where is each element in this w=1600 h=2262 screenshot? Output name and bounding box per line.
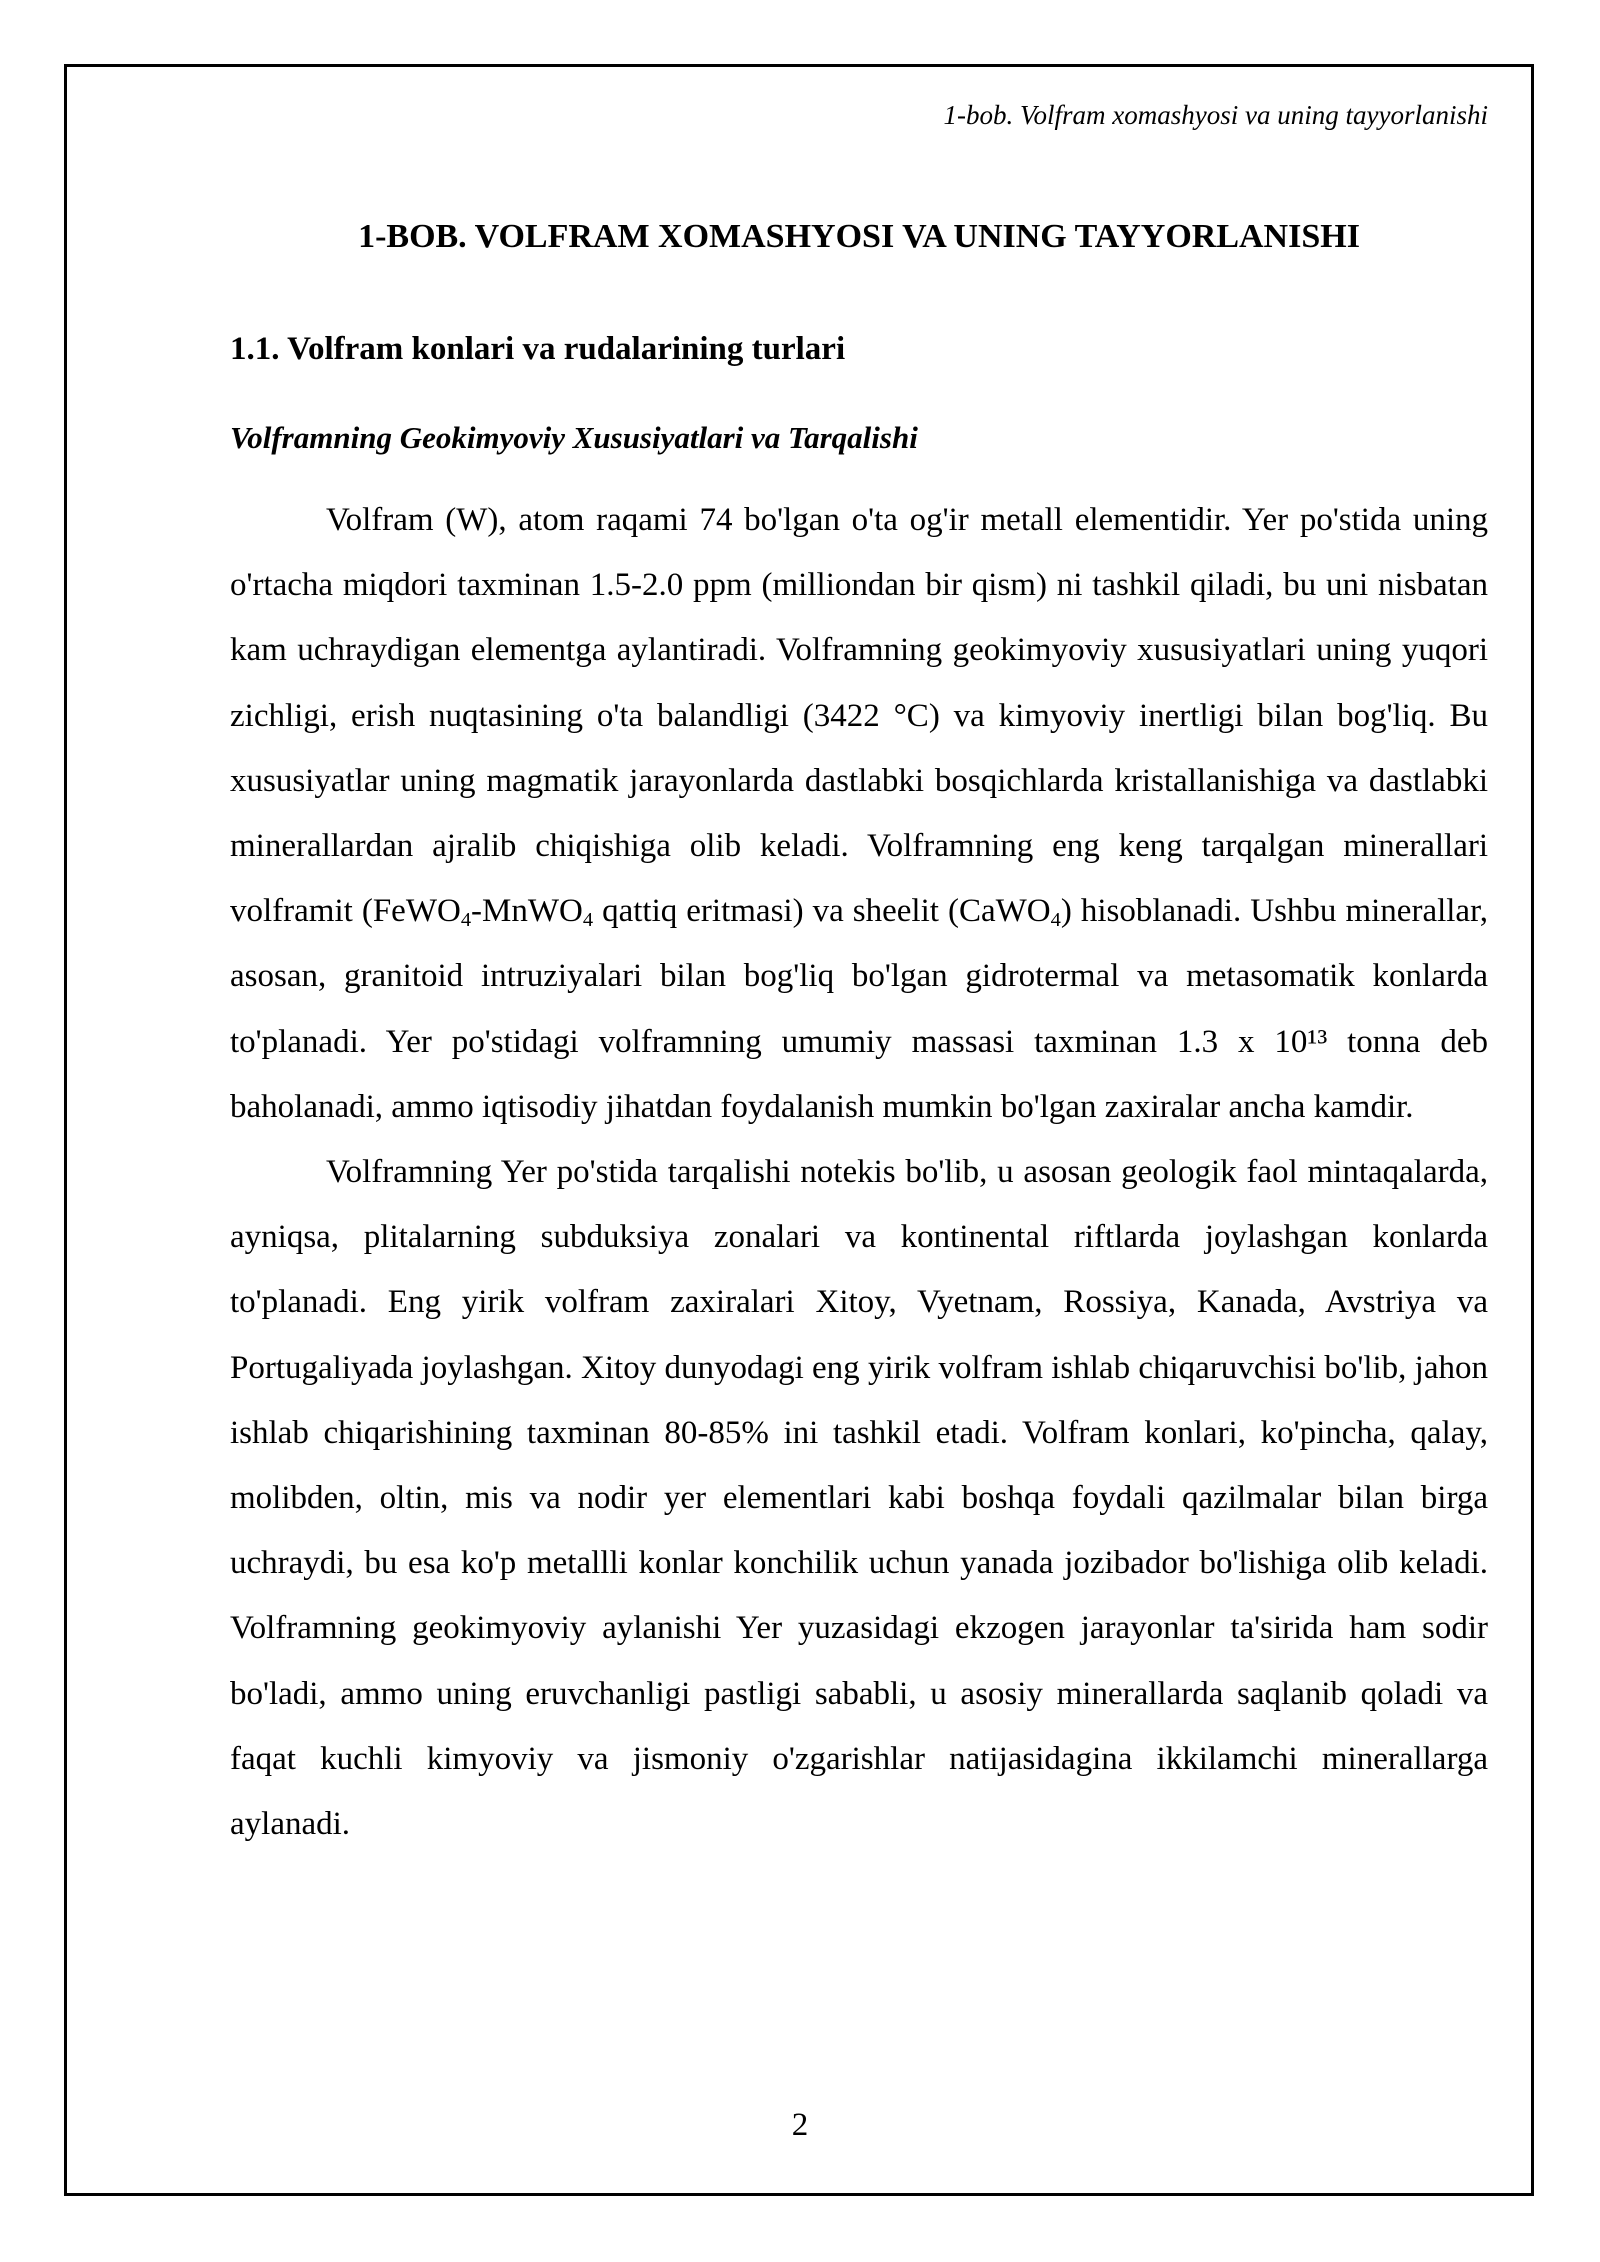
- paragraph-1-part-3: qattiq eritmasi) va sheelit (CaWO: [593, 893, 1051, 930]
- subscript-3: 4: [1050, 909, 1061, 932]
- paragraph-2: Volframning Yer po'stida tarqalishi notekis bo'lib, u asosan geologik faol mintaqalarda, ayniqsa, plitalarning subduksiya zonalari va kontinental riftlarda joylashgan konlarda to'planadi. Eng yirik volfram zaxiralari Xitoy, Vyetnam, Rossiya, Kanada, Avstriya va Portugaliyada joylashgan. Xitoy dunyodagi eng yirik volfram ishlab chiqaruvchisi bo'lib, jahon ishlab chiqarishining taxminan 80-85% ini tashkil etadi. Volfram konlari, ko'pincha, qalay, molibden, oltin, mis va nodir yer elementlari kabi boshqa foydali qazilmalar bilan birga uchraydi, bu esa ko'p metallli konlar konchilik uchun yanada jozibador bo'lishiga olib keladi. Volframning geokimyoviy aylanishi Yer yuzasidagi ekzogen jarayonlar ta'sirida ham sodir bo'ladi, ammo uning eruvchanligi pastligi sababli, u asosiy minerallarda saqlanib qoladi va faqat kuchli kimyoviy va jismoniy o'zgarishlar natijasidagina ikkilamchi minerallarga aylanadi.: [230, 1154, 1488, 1843]
- running-header: 1-bob. Volfram xomashyosi va uning tayyorlanishi: [943, 100, 1488, 130]
- subscript-2: 4: [582, 909, 594, 932]
- chapter-title: 1-BOB. VOLFRAM XOMASHYOSI VA UNING TAYYORLANISHI: [358, 218, 1360, 255]
- section-title: 1.1. Volfram konlari va rudalarining turlari: [230, 331, 846, 367]
- subscript-1: 4: [460, 909, 472, 932]
- subsection-title: Volframning Geokimyoviy Xususiyatlari va Tarqalishi: [230, 420, 918, 455]
- body-text: [230, 488, 1488, 1857]
- paragraph-1-part-2: -MnWO: [471, 893, 583, 930]
- paragraph-1-part-1: Volfram (W), atom raqami 74 bo'lgan o'ta og'ir metall elementidir. Yer po'stida uning o'rtacha miqdori taxminan 1.5-2.0 ppm (milliondan bir qism) ni tashkil qiladi, bu uni nisbatan kam uchraydigan elementga aylantiradi. Volframning geokimyoviy xususiyatlari uning yuqori zichligi, erish nuqtasining o'ta balandligi (3422 °C) va kimyoviy inertligi bilan bog'liq. Bu xususiyatlar uning magmatik jarayonlarda dastlabki bosqichlarda kristallanishiga va dastlabki minerallardan ajralib chiqishiga olib keladi. Volframning eng keng tarqalgan minerallari volframit (FeWO: [230, 502, 1488, 930]
- paragraph-1: [230, 488, 1488, 1140]
- page-number: 2: [791, 2107, 809, 2143]
- paragraph-1-part-4: ) hisoblanadi. Ushbu minerallar, asosan, granitoid intruziyalari bilan bog'liq bo'lgan gidrotermal va metasomatik konlarda to'planadi. Yer po'stidagi volframning umumiy massasi taxminan 1.3 x 10¹³ tonna deb baholanadi, ammo iqtisodiy jihatdan foydalanish mumkin bo'lgan zaxiralar ancha kamdir.: [230, 893, 1488, 1125]
